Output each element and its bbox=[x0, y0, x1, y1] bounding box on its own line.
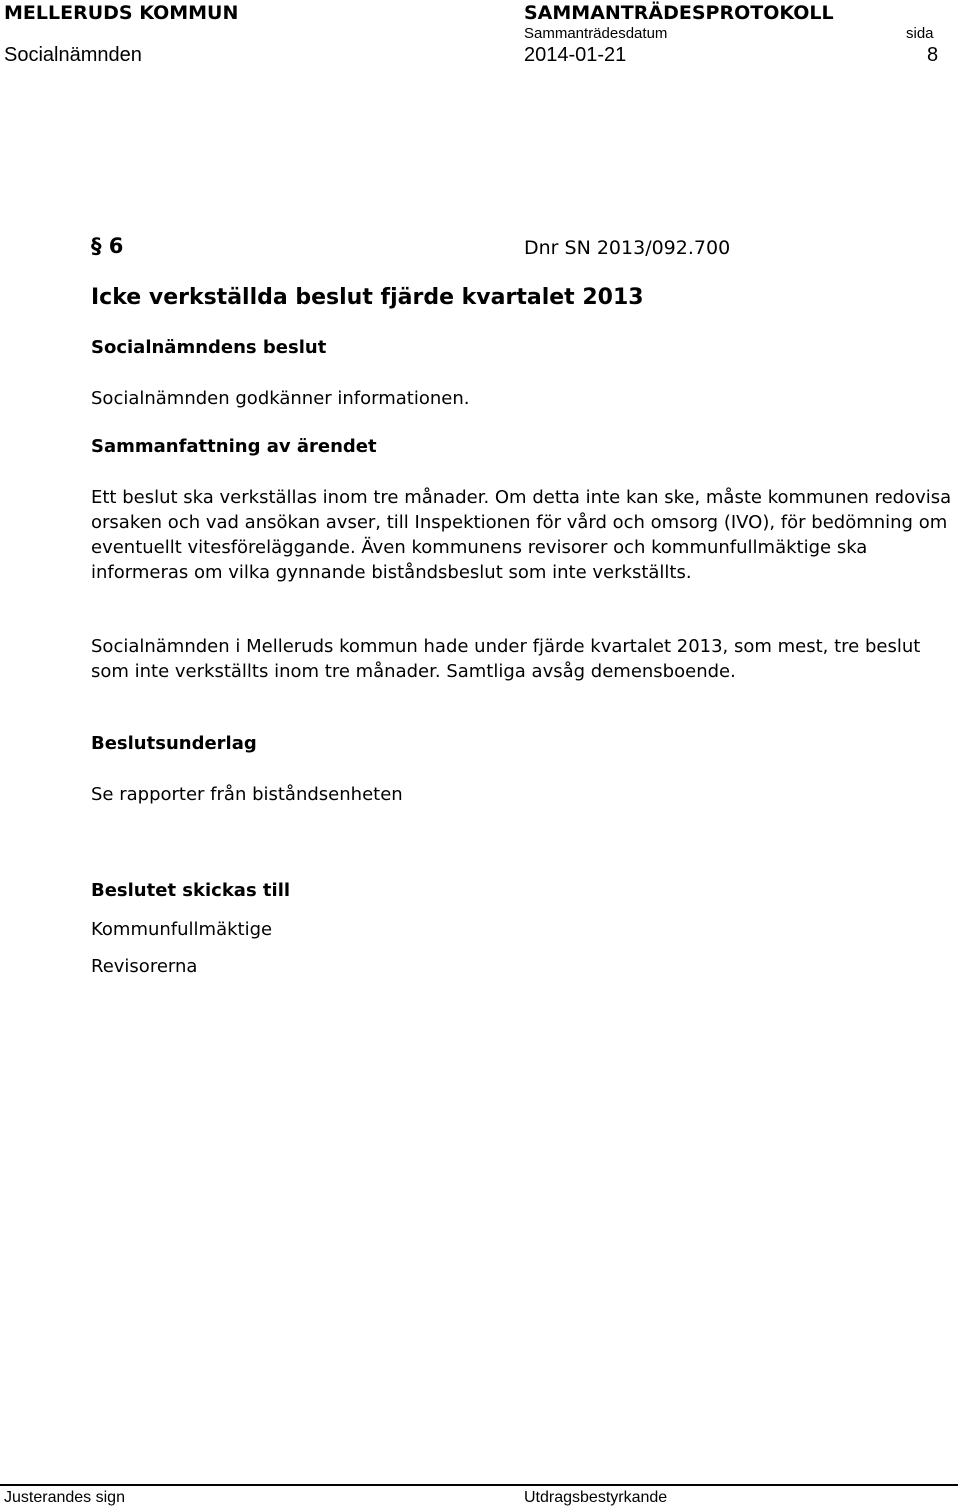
summary-heading: Sammanfattning av ärendet bbox=[91, 436, 377, 457]
basis-heading: Beslutsunderlag bbox=[91, 733, 257, 754]
decision-text: Socialnämnden godkänner informationen. bbox=[91, 388, 470, 409]
document-type: SAMMANTRÄDESPROTOKOLL bbox=[524, 2, 834, 24]
summary-paragraph-1: Ett beslut ska verkställas inom tre månader. Om detta inte kan ske, måste kommunen redovisa orsaken och vad ansökan avser, till Inspektionen för vård och omsorg (IVO), för bedömning om eventuellt vitesföreläggande. Även kommunens revisorer och kommunfullmäktige ska informeras om vilka gynnande biståndsbeslut som inte verkställts. bbox=[91, 487, 952, 583]
footer-divider bbox=[0, 1484, 958, 1486]
sent-to-heading: Beslutet skickas till bbox=[91, 880, 291, 901]
summary-paragraph-2: Socialnämnden i Melleruds kommun hade under fjärde kvartalet 2013, som mest, tre beslut som inte verkställts inom tre månader. Samtliga avsåg demensboende. bbox=[91, 636, 921, 682]
date-label: Sammanträdesdatum bbox=[524, 25, 668, 42]
recipient: Kommunfullmäktige bbox=[91, 919, 273, 940]
body-name: Socialnämnden bbox=[4, 44, 142, 66]
decision-heading: Socialnämndens beslut bbox=[91, 337, 327, 358]
basis-text: Se rapporter från biståndsenheten bbox=[91, 784, 403, 805]
org-name: MELLERUDS KOMMUN bbox=[4, 2, 239, 24]
page-label: sida bbox=[906, 25, 934, 42]
recipient: Revisorerna bbox=[91, 956, 198, 977]
meeting-date: 2014-01-21 bbox=[524, 44, 627, 66]
section-title: Icke verkställda beslut fjärde kvartalet 2013 bbox=[91, 285, 644, 310]
dnr: Dnr SN 2013/092.700 bbox=[524, 237, 731, 259]
footer-sign-label: Justerandes sign bbox=[4, 1489, 125, 1506]
paragraph-number: § 6 bbox=[91, 234, 124, 258]
footer-certification-label: Utdragsbestyrkande bbox=[524, 1489, 668, 1506]
page-number: 8 bbox=[927, 44, 939, 66]
